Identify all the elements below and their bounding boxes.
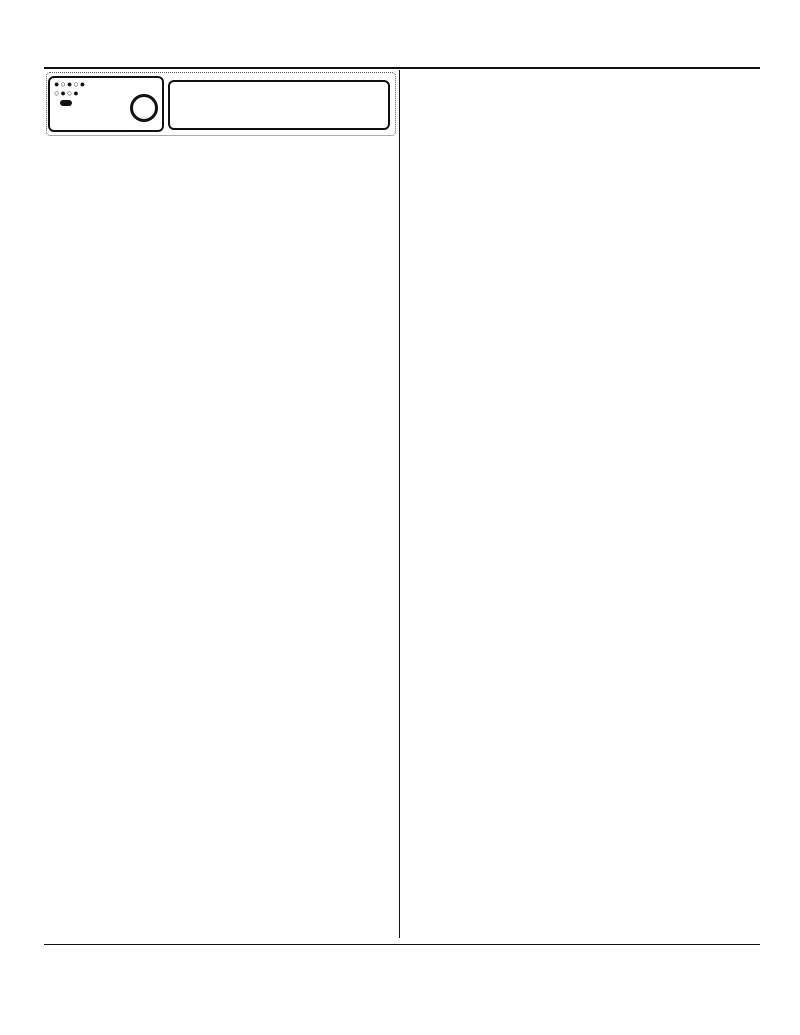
chapter-heading <box>46 72 396 136</box>
column-divider <box>399 70 400 938</box>
chapter-badge <box>48 76 164 132</box>
decorative-dots-icon: ●○●○● ○●○● <box>54 79 87 98</box>
left-column <box>46 72 396 140</box>
chapter-title <box>168 80 390 130</box>
chapter-label <box>60 100 72 106</box>
header-rule <box>44 67 760 69</box>
page-footer <box>44 944 760 956</box>
page-header <box>44 48 760 68</box>
chapter-number <box>130 94 158 122</box>
